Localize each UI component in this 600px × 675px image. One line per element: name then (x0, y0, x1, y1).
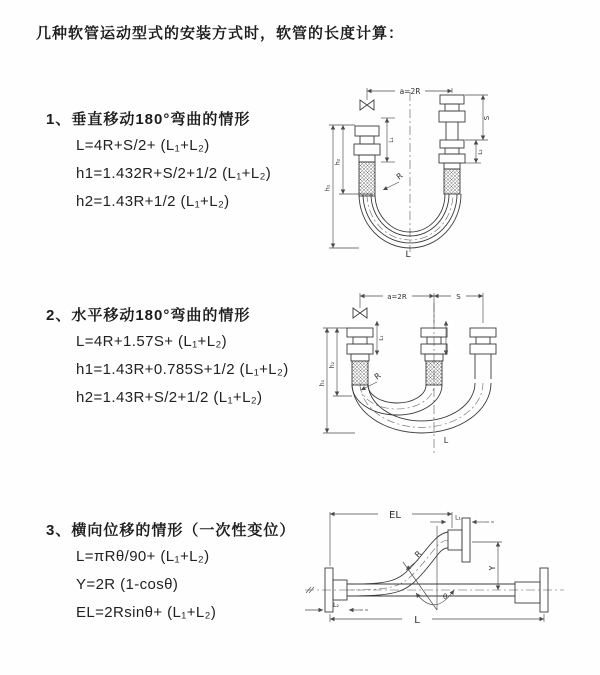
dim-label-r: R (394, 171, 405, 182)
section-2-heading: 2、水平移动180°弯曲的情形 (46, 307, 251, 324)
formula-line: h1=1.432R+S/2+1/2 (L₁+L₂) (76, 165, 272, 182)
dim-label-h1: h₁ (323, 184, 332, 192)
diagram-lateral-displacement (300, 498, 595, 648)
right-pipe-fitting (470, 328, 496, 379)
dimension-l-bottom (330, 614, 544, 626)
dim-label-a2r: a=2R (399, 87, 421, 96)
dim-label-r: R (372, 371, 383, 382)
dim-label-l2: L₂ (333, 602, 339, 609)
diagram-horizontal-180-bend (315, 283, 545, 463)
dim-label-l: L (414, 615, 420, 626)
dimension-s (465, 95, 491, 140)
dim-label-theta: θ (443, 593, 448, 601)
dim-label-l: L (405, 250, 411, 260)
valve-icon (353, 308, 367, 318)
dim-label-h2: h₂ (329, 361, 336, 369)
dimension-l1 (377, 321, 446, 355)
dimension-l2 (465, 140, 484, 163)
dim-label-h2: h₂ (333, 158, 342, 166)
dim-label-l1: L₁ (455, 514, 461, 522)
valve-icon (360, 100, 374, 110)
left-pipe-fitting (354, 126, 380, 196)
document-title: 几种软管运动型式的安装方式时，软管的长度计算： (36, 25, 405, 42)
left-pipe-fitting (347, 328, 373, 385)
formula-line: L=4R+S/2+ (L₁+L₂) (76, 137, 210, 154)
dim-label-h1: h₁ (319, 379, 326, 387)
radius-callout (383, 171, 405, 190)
displaced-hose-s-curve (347, 532, 448, 596)
hose-u-bends (352, 383, 491, 433)
dim-label-s: S (483, 115, 491, 121)
dimension-a2r (360, 293, 483, 323)
dim-label-l2: L₂ (478, 149, 484, 155)
formula-line: L=4R+1.57S+ (L₁+L₂) (76, 333, 228, 350)
dimension-l1 (381, 118, 395, 162)
formula-line: Y=2R (1-cosθ) (76, 576, 179, 593)
dim-label-l: L (443, 436, 449, 445)
dimension-a2r (367, 87, 452, 100)
dim-label-s: S (456, 293, 461, 301)
section-1-heading: 1、垂直移动180°弯曲的情形 (46, 111, 251, 128)
formula-line: h1=1.43R+0.785S+1/2 (L₁+L₂) (76, 361, 289, 378)
formula-line: h2=1.43R+1/2 (L₁+L₂) (76, 193, 230, 210)
formula-line: L=πRθ/90+ (L₁+L₂) (76, 548, 210, 565)
formula-line: h2=1.43R+S/2+1/2 (L₁+L₂) (76, 389, 263, 406)
dimension-el (330, 510, 452, 566)
dimension-y (472, 542, 502, 590)
section-3-heading: 3、横向位移的情形（一次性变位） (46, 522, 296, 539)
dim-label-el: EL (389, 510, 401, 521)
top-flange (448, 518, 470, 562)
right-pipe-fitting (439, 95, 465, 194)
dim-label-r: R (413, 549, 424, 560)
braided-hose-section (444, 169, 460, 194)
formula-line: EL=2Rsinθ+ (L₁+L₂) (76, 604, 217, 621)
braided-hose-section (359, 162, 375, 196)
braided-hose-section (352, 361, 368, 385)
dimension-l2-bottom (305, 602, 370, 610)
dim-label-l1: L₁ (379, 335, 385, 341)
braided-hose-section (426, 361, 442, 385)
dim-label-a2r: a=2R (387, 293, 407, 301)
dim-label-l1: L₁ (389, 137, 395, 143)
radius-callout (406, 549, 424, 570)
diagram-vertical-180-bend (315, 78, 500, 258)
dim-label-y: Y (488, 565, 497, 571)
